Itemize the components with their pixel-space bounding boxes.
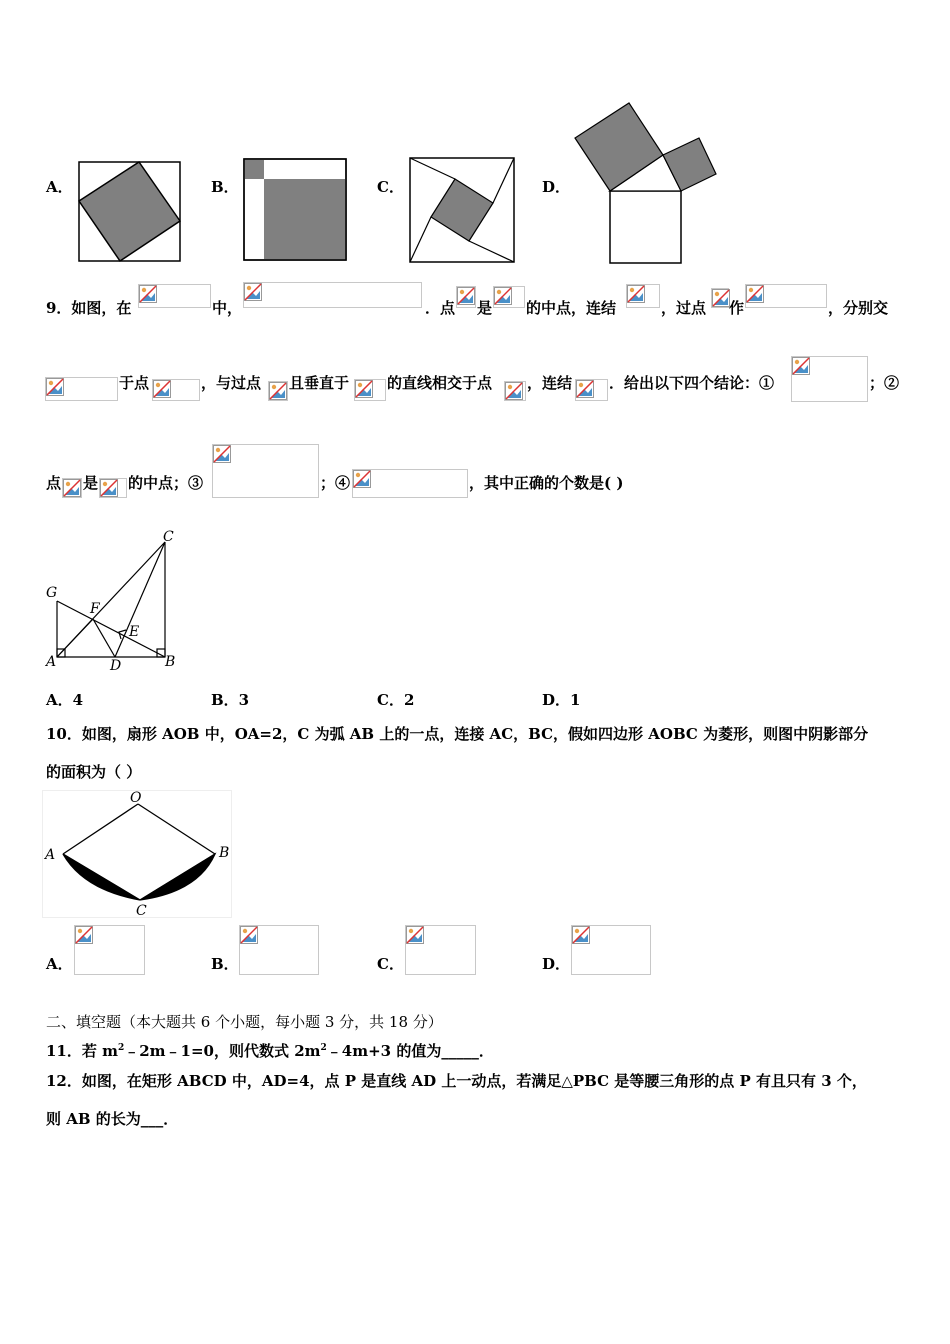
q9-option-a: A．4: [46, 691, 84, 709]
q9-text-dian2: 点: [46, 474, 62, 492]
broken-image-icon: [494, 287, 512, 305]
q9-fig-label-a: A: [46, 654, 57, 670]
broken-image-icon: [572, 926, 590, 944]
q11-text: 11．若 $m^2﹣2m﹣1=0$，则代数式 $2m^2﹣4m+3$ 的值为_____．: [46, 1042, 494, 1060]
q9-geometry-figure: [40, 528, 190, 678]
q8-option-a-label: A．: [46, 178, 73, 196]
q12-stem-line2: 则 AB 的长为___．: [46, 1110, 179, 1128]
broken-image-icon: [505, 382, 523, 400]
q9-text-sep4: ；④: [320, 474, 351, 492]
q9-formula-image: [711, 288, 729, 308]
q9-text-fenbiejiao: ，分别交: [828, 299, 889, 317]
q9-formula-image: [62, 478, 82, 498]
broken-image-icon: [100, 479, 118, 497]
q9-formula-image: [354, 379, 386, 401]
q9-formula-image: [456, 286, 476, 308]
q9-formula-image: [745, 284, 827, 308]
q8-option-d-label: D．: [542, 178, 571, 196]
q9-text-jielun: ．给出以下四个结论：①: [609, 374, 775, 392]
broken-image-icon: [46, 378, 64, 396]
q9-text-guodian: ，过点: [661, 299, 707, 317]
q10-option-b-image: [239, 925, 319, 975]
q10-stem-line1: 10．如图，扇形 AOB 中，OA=2，C 为弧 AB 上的一点，连接 AC，BC，假如四边形 AOBC 为菱形，则图中阴影部分: [46, 725, 869, 743]
q9-formula-image: [493, 286, 525, 308]
q10-option-a-label: A．: [46, 955, 73, 973]
q9-formula-image: [152, 379, 200, 401]
q9-option-d: D．1: [542, 691, 581, 709]
q8-option-c-label: C．: [377, 178, 404, 196]
q9-text-yuguodian: ，与过点: [201, 374, 262, 392]
q9-formula-image: [138, 284, 211, 308]
q9-text-midpoint3: 的中点；③: [128, 474, 204, 492]
q8-option-a-figure: [78, 161, 182, 263]
broken-image-icon: [576, 380, 594, 398]
broken-image-icon: [75, 926, 93, 944]
section2-heading: 二、填空题（本大题共 6 个小题，每小题 3 分，共 18 分）: [46, 1013, 443, 1031]
q9-stem-start: 9．如图，在: [46, 299, 132, 317]
q9-text-shi: 是: [477, 299, 493, 317]
broken-image-icon: [712, 289, 730, 307]
broken-image-icon: [355, 380, 373, 398]
q9-formula-image: [243, 282, 422, 308]
q10-option-d-image: [571, 925, 651, 975]
q10-fig-label-c: C: [136, 903, 147, 918]
q8-option-c-figure: [409, 157, 515, 263]
broken-image-icon: [406, 926, 424, 944]
q10-option-b-label: B．: [211, 955, 239, 973]
q10-fig-label-o: O: [130, 790, 142, 806]
q9-text-lianjie: ，连结: [527, 374, 573, 392]
q9-conclusion-4-image: [352, 469, 468, 498]
q9-fig-label-f: F: [90, 601, 100, 617]
q9-text-qiechuizhi: 且垂直于: [289, 374, 350, 392]
q10-option-a-image: [74, 925, 145, 975]
broken-image-icon: [269, 382, 287, 400]
q9-formula-image: [45, 377, 118, 401]
q9-text-midpoint: 的中点，连结: [526, 299, 617, 317]
q10-option-c-image: [405, 925, 476, 975]
q9-text-zuo: 作: [729, 299, 745, 317]
broken-image-icon: [353, 470, 371, 488]
q9-option-c: C．2: [377, 691, 415, 709]
q9-text-sep2: ；②: [869, 374, 900, 392]
broken-image-icon: [153, 380, 171, 398]
q9-formula-image: [626, 284, 660, 308]
q9-formula-image: [99, 478, 127, 498]
q9-fig-label-d: D: [110, 658, 122, 674]
q9-fig-label-b: B: [165, 654, 176, 670]
q9-option-b: B．3: [211, 691, 250, 709]
broken-image-icon: [627, 285, 645, 303]
q9-fig-label-c: C: [163, 529, 174, 545]
q8-option-b-label: B．: [211, 178, 239, 196]
q8-option-d-figure: [573, 102, 719, 265]
q9-formula-image: [504, 381, 526, 401]
broken-image-icon: [244, 283, 262, 301]
q10-option-d-label: D．: [542, 955, 571, 973]
broken-image-icon: [457, 287, 475, 305]
q9-formula-image: [268, 381, 288, 401]
q9-conclusion-1-image: [791, 356, 868, 402]
q9-text-xiangjiao: 的直线相交于点: [387, 374, 493, 392]
q10-sector-figure: [42, 790, 232, 918]
q12-stem-line1: 12．如图，在矩形 ABCD 中，AD=4，点 P 是直线 AD 上一动点，若满足△PBC 是等腰三角形的点 P 有且只有 3 个，: [46, 1072, 867, 1090]
q9-text-zhong: 中，: [212, 299, 243, 317]
q9-fig-label-g: G: [46, 585, 58, 601]
q9-text-end: ，其中正确的个数是( ): [469, 474, 624, 492]
q10-option-c-label: C．: [377, 955, 404, 973]
q10-fig-label-b: B: [219, 845, 230, 861]
broken-image-icon: [746, 285, 764, 303]
broken-image-icon: [63, 479, 81, 497]
q10-fig-label-a: A: [45, 847, 56, 863]
broken-image-icon: [139, 285, 157, 303]
broken-image-icon: [240, 926, 258, 944]
q10-stem-line2: 的面积为（ ）: [46, 763, 142, 781]
q9-text-yudian: 于点: [119, 374, 150, 392]
q9-conclusion-3-image: [212, 444, 319, 498]
q9-text-shi2: 是: [83, 474, 99, 492]
broken-image-icon: [792, 357, 810, 375]
q8-option-b-figure: [243, 158, 348, 262]
q9-formula-image: [575, 379, 608, 401]
broken-image-icon: [213, 445, 231, 463]
q9-fig-label-e: E: [129, 624, 140, 640]
q9-text-dian: ．点: [425, 299, 456, 317]
